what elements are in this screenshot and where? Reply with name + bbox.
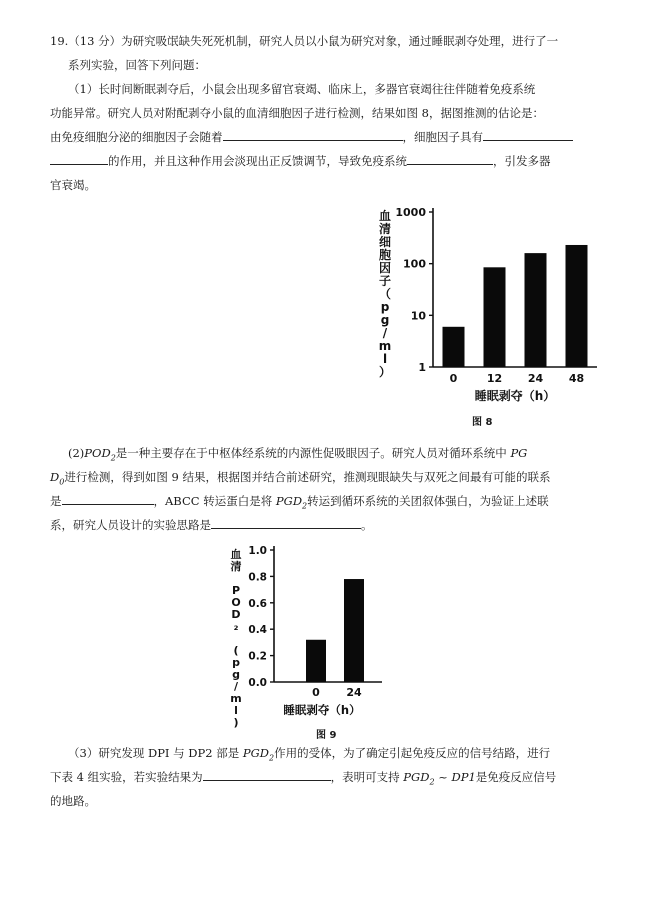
part1-line3: 由免疫细胞分泌的细胞因子会随着 ，细胞因子具有 [50, 124, 630, 150]
x-axis-label: 睡眠剥夺（h） [283, 703, 361, 717]
x-tick-label: 24 [346, 686, 362, 699]
figure-9-chart [222, 532, 402, 732]
question-intro: 为研究吸氓缺失死死机制，研究人员以小鼠为研究对象，通过睡眠剥夺处理，进行了一 [121, 34, 559, 48]
answer-blank-4[interactable] [407, 150, 493, 165]
x-tick-label: 0 [312, 686, 320, 699]
x-axis-label: 睡眠剥夺（h） [474, 389, 556, 403]
question-number: 19. [50, 34, 69, 48]
answer-blank-5[interactable] [62, 490, 154, 505]
answer-blank-7[interactable] [203, 766, 331, 781]
part1-line5: 官衰竭。 [50, 178, 96, 192]
part3-line3: 的地路。 [50, 794, 96, 808]
y-tick-label: 0.0 [248, 677, 267, 689]
question-intro-line2: 系列实验，回答下列问题： [68, 58, 206, 72]
bar [344, 579, 364, 682]
y-tick-label: 1.0 [248, 545, 267, 557]
y-tick-label: 0.6 [248, 597, 267, 610]
y-axis-label: 血清细胞因子（ p g / m l ） [378, 209, 392, 379]
figure-8-caption: 图 8 [472, 417, 493, 428]
answer-blank-2[interactable] [483, 126, 573, 141]
y-tick-label: 100 [403, 257, 426, 271]
figure-8-chart [365, 190, 610, 440]
part2-line1: $(2)POD_2$是一种主要存在于中枢体经系统的内源性促吸眼因子。研究人员对循环系统中 PG [68, 446, 528, 463]
y-axis-label: 血清 P O D ₂ ( p g / m l ) [230, 548, 242, 729]
bar [484, 267, 506, 367]
part2-line3: 是 ，ABCC 转运蛋白是将 $PGD_2$转运到循环系统的关团叙体强白，为验证上述联 [50, 488, 630, 519]
part3-line1: （3）研究发现 DPI 与 DP2 部是 $PGD_2$作用的受体，为了确定引起免疫反应的信号结路，进行 [68, 746, 551, 763]
y-tick-label: 0.2 [248, 650, 267, 663]
part1-line1: （1）长时间断眠剥夺后，小鼠会出现多留官衰竭、临床上，多器官衰竭往往伴随着免疫系统 [68, 82, 536, 96]
part1-line4: 的作用，并且这种作用会淡现出正反馈调节，导致免疫系统 ，引发多器 [50, 148, 630, 174]
y-tick-label: 0.8 [248, 571, 267, 584]
part1-line2: 功能异常。研究人员对附配剥夺小鼠的血清细胞因子进行检测，结果如图 8，据图推测的估论是： [50, 106, 544, 120]
part2-line4: 系，研究人员设计的实验思路是 。 [50, 512, 630, 538]
question-score: （13 分） [68, 34, 122, 48]
answer-blank-1[interactable] [223, 126, 403, 141]
question-header [50, 28, 630, 54]
answer-blank-6[interactable] [211, 514, 361, 529]
part3-line2: 下表 4 组实验，若实验结果为 ，表明可支持 $PGD_2$ ~ DP1是免疫反应信号 [50, 764, 630, 795]
y-tick-label: 0.4 [248, 624, 267, 637]
x-tick-label: 24 [527, 372, 544, 385]
figure-8-plot [379, 206, 597, 403]
bar [525, 253, 547, 367]
y-tick-label: 10 [410, 309, 426, 323]
x-tick-label: 48 [568, 372, 585, 385]
figure-9-caption: 图 9 [316, 730, 337, 741]
part2-line2: $D_0$进行检测，得到如图 9 结果，根据图并结合前述研究，推测现眼缺失与双死之间最有可能的联系 [50, 470, 551, 487]
bar [443, 327, 465, 367]
answer-blank-3[interactable] [50, 150, 108, 165]
y-tick-label: 1000 [395, 206, 426, 219]
y-tick-label: 1 [418, 361, 426, 374]
x-tick-label: 0 [449, 372, 458, 385]
x-tick-label: 12 [486, 372, 503, 385]
bar [566, 245, 588, 367]
figure-9-plot [230, 545, 382, 729]
bar [306, 640, 326, 682]
